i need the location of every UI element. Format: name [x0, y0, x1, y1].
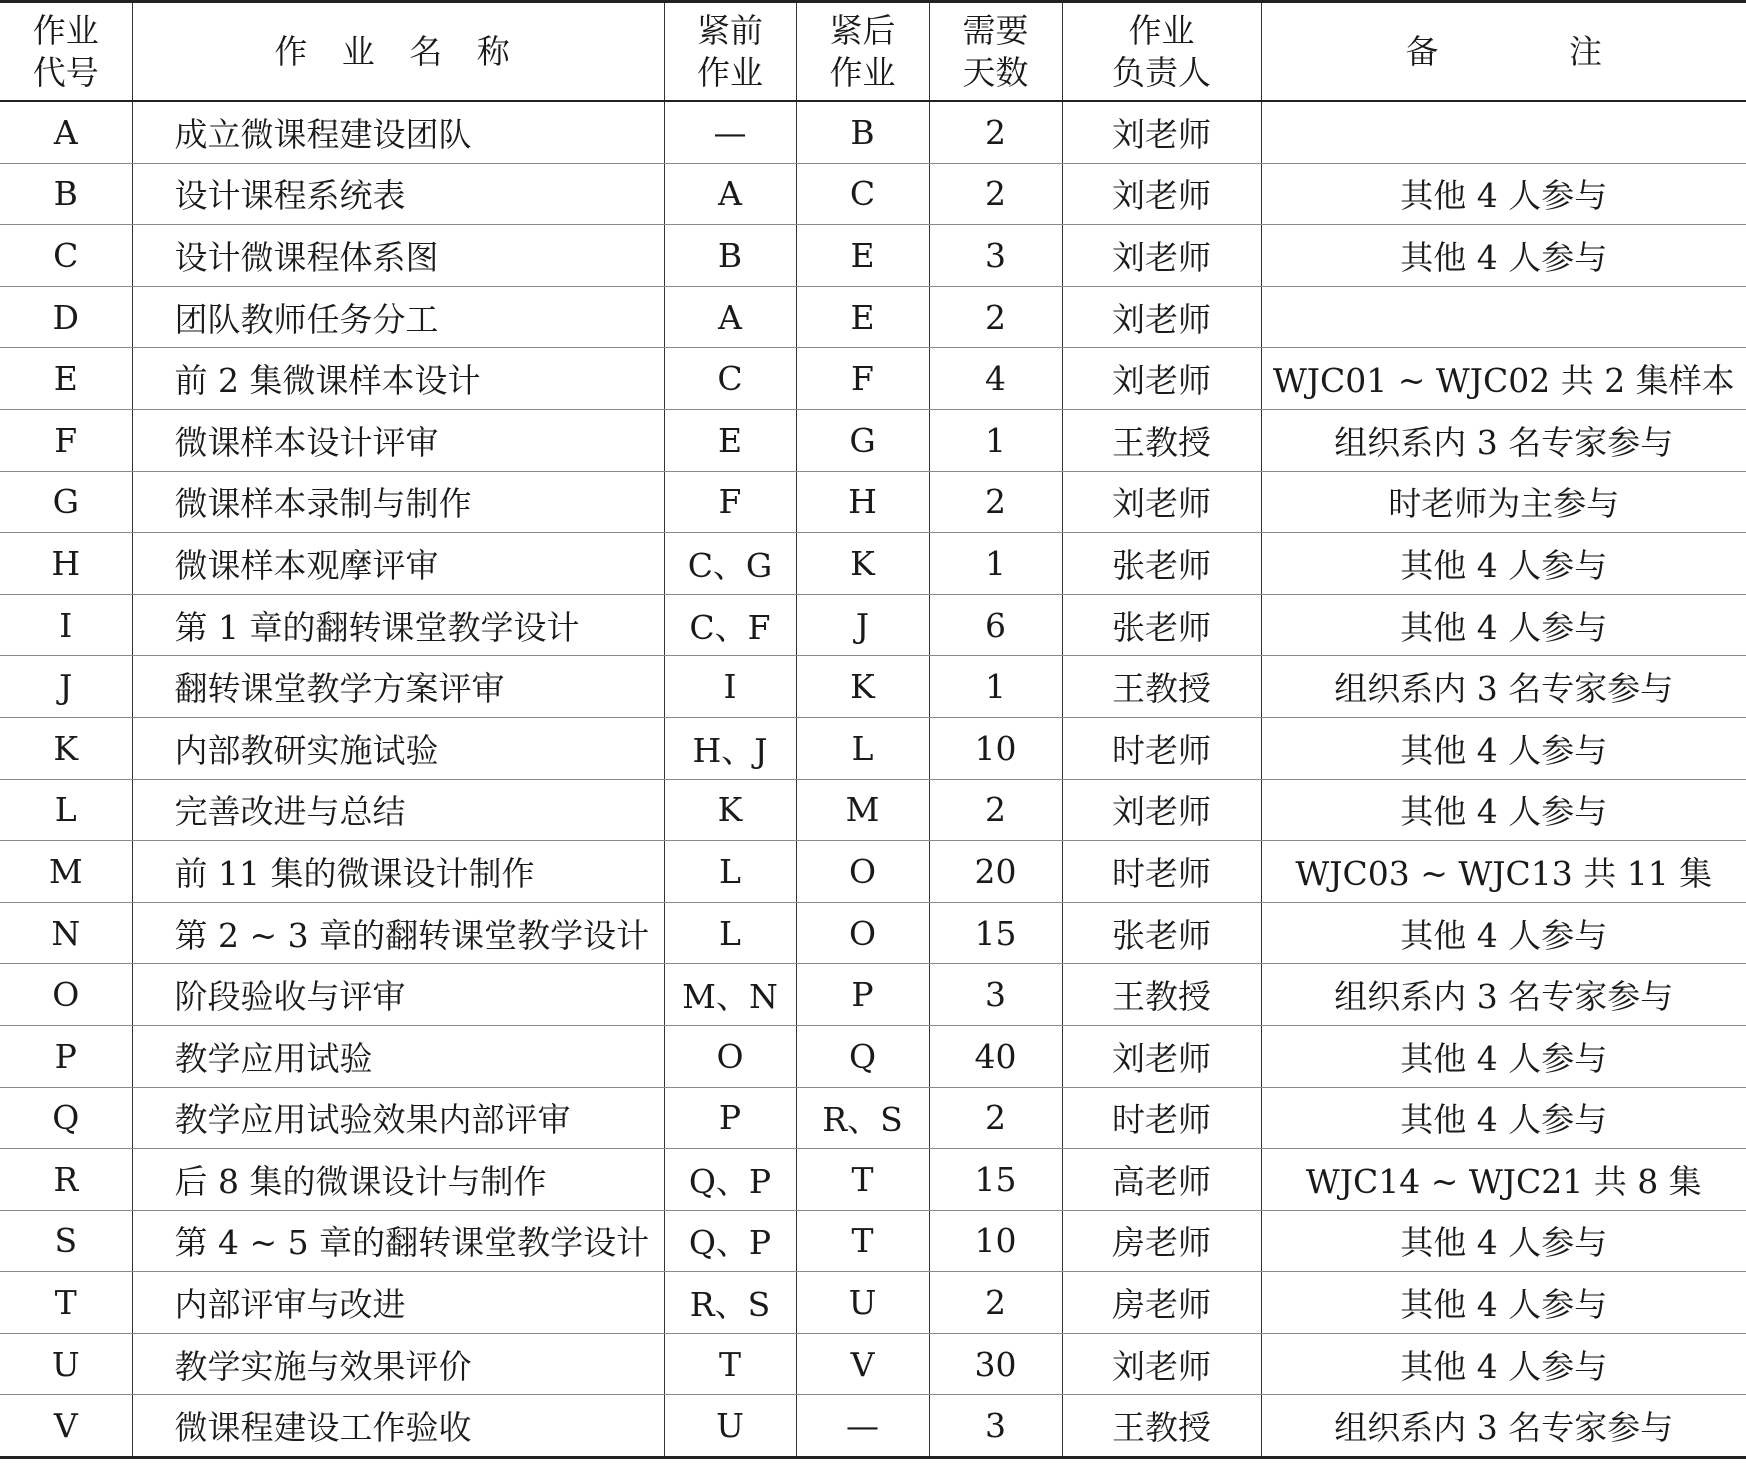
cell-owner: 房老师: [1062, 1210, 1261, 1272]
header-note: 备 注: [1261, 2, 1746, 102]
table-row: [0, 1333, 1746, 1395]
table-row: [0, 594, 1746, 656]
cell-code: L: [0, 779, 132, 841]
cell-note: 其他 4 人参与: [1261, 594, 1746, 656]
cell-name: 成立微课程建设团队: [132, 101, 664, 163]
header-code: 作业 代号: [0, 2, 132, 102]
cell-code: C: [0, 225, 132, 287]
cell-name: 阶段验收与评审: [132, 964, 664, 1026]
cell-note: 其他 4 人参与: [1261, 533, 1746, 595]
cell-owner: 刘老师: [1062, 225, 1261, 287]
cell-name: 教学应用试验效果内部评审: [132, 1087, 664, 1149]
cell-predecessor: R、S: [664, 1272, 796, 1334]
cell-owner: 刘老师: [1062, 471, 1261, 533]
header-pred: 紧前 作业: [664, 2, 796, 102]
cell-note: WJC03 ~ WJC13 共 11 集: [1261, 841, 1746, 903]
cell-successor: —: [796, 1395, 929, 1458]
cell-successor: V: [796, 1333, 929, 1395]
cell-successor: T: [796, 1149, 929, 1211]
cell-successor: M: [796, 779, 929, 841]
cell-note: 时老师为主参与: [1261, 471, 1746, 533]
table-row: [0, 656, 1746, 718]
cell-days: 2: [929, 163, 1062, 225]
cell-days: 3: [929, 225, 1062, 287]
cell-days: 3: [929, 964, 1062, 1026]
header-days: 需要 天数: [929, 2, 1062, 102]
cell-days: 2: [929, 779, 1062, 841]
cell-successor: E: [796, 286, 929, 348]
cell-name: 前 11 集的微课设计制作: [132, 841, 664, 903]
cell-note: 其他 4 人参与: [1261, 1025, 1746, 1087]
cell-note: 其他 4 人参与: [1261, 1333, 1746, 1395]
cell-predecessor: Q、P: [664, 1210, 796, 1272]
cell-name: 翻转课堂教学方案评审: [132, 656, 664, 718]
cell-days: 2: [929, 1087, 1062, 1149]
table-row: [0, 841, 1746, 903]
cell-owner: 王教授: [1062, 656, 1261, 718]
cell-days: 10: [929, 1210, 1062, 1272]
cell-owner: 刘老师: [1062, 101, 1261, 163]
cell-note: 其他 4 人参与: [1261, 1087, 1746, 1149]
cell-owner: 王教授: [1062, 409, 1261, 471]
cell-note: [1261, 101, 1746, 163]
cell-owner: 刘老师: [1062, 1025, 1261, 1087]
cell-note: 其他 4 人参与: [1261, 779, 1746, 841]
cell-note: 其他 4 人参与: [1261, 717, 1746, 779]
cell-code: F: [0, 409, 132, 471]
cell-code: M: [0, 841, 132, 903]
cell-days: 2: [929, 1272, 1062, 1334]
cell-code: E: [0, 348, 132, 410]
cell-note: WJC14 ~ WJC21 共 8 集: [1261, 1149, 1746, 1211]
cell-code: B: [0, 163, 132, 225]
cell-predecessor: —: [664, 101, 796, 163]
table-row: [0, 1210, 1746, 1272]
cell-code: A: [0, 101, 132, 163]
cell-name: 教学实施与效果评价: [132, 1333, 664, 1395]
cell-code: N: [0, 902, 132, 964]
cell-predecessor: T: [664, 1333, 796, 1395]
cell-successor: K: [796, 533, 929, 595]
cell-code: O: [0, 964, 132, 1026]
cell-successor: L: [796, 717, 929, 779]
cell-name: 微课样本观摩评审: [132, 533, 664, 595]
cell-name: 设计微课程体系图: [132, 225, 664, 287]
cell-days: 2: [929, 471, 1062, 533]
cell-note: 其他 4 人参与: [1261, 163, 1746, 225]
cell-name: 微课程建设工作验收: [132, 1395, 664, 1458]
cell-name: 前 2 集微课样本设计: [132, 348, 664, 410]
cell-code: U: [0, 1333, 132, 1395]
cell-name: 第 2 ~ 3 章的翻转课堂教学设计: [132, 902, 664, 964]
cell-code: H: [0, 533, 132, 595]
header-owner: 作业 负责人: [1062, 2, 1261, 102]
header-row: [0, 2, 1746, 102]
cell-predecessor: E: [664, 409, 796, 471]
cell-owner: 张老师: [1062, 533, 1261, 595]
cell-owner: 刘老师: [1062, 286, 1261, 348]
cell-name: 微课样本设计评审: [132, 409, 664, 471]
cell-days: 30: [929, 1333, 1062, 1395]
cell-successor: J: [796, 594, 929, 656]
cell-note: 其他 4 人参与: [1261, 225, 1746, 287]
table-row: [0, 533, 1746, 595]
cell-owner: 张老师: [1062, 902, 1261, 964]
cell-code: V: [0, 1395, 132, 1458]
table-row: [0, 163, 1746, 225]
cell-successor: E: [796, 225, 929, 287]
cell-note: [1261, 286, 1746, 348]
cell-code: R: [0, 1149, 132, 1211]
cell-predecessor: K: [664, 779, 796, 841]
cell-successor: P: [796, 964, 929, 1026]
cell-days: 15: [929, 902, 1062, 964]
table-row: [0, 1395, 1746, 1458]
cell-days: 3: [929, 1395, 1062, 1458]
cell-successor: G: [796, 409, 929, 471]
cell-code: K: [0, 717, 132, 779]
cell-owner: 王教授: [1062, 964, 1261, 1026]
cell-predecessor: C、F: [664, 594, 796, 656]
cell-days: 20: [929, 841, 1062, 903]
cell-note: 组织系内 3 名专家参与: [1261, 964, 1746, 1026]
cell-name: 教学应用试验: [132, 1025, 664, 1087]
cell-code: Q: [0, 1087, 132, 1149]
cell-name: 完善改进与总结: [132, 779, 664, 841]
cell-predecessor: L: [664, 902, 796, 964]
cell-code: S: [0, 1210, 132, 1272]
cell-predecessor: B: [664, 225, 796, 287]
table-row: [0, 471, 1746, 533]
cell-note: 组织系内 3 名专家参与: [1261, 1395, 1746, 1458]
cell-owner: 王教授: [1062, 1395, 1261, 1458]
cell-name: 内部教研实施试验: [132, 717, 664, 779]
table-row: [0, 902, 1746, 964]
cell-name: 内部评审与改进: [132, 1272, 664, 1334]
cell-successor: K: [796, 656, 929, 718]
cell-note: 其他 4 人参与: [1261, 902, 1746, 964]
cell-name: 第 1 章的翻转课堂教学设计: [132, 594, 664, 656]
cell-days: 10: [929, 717, 1062, 779]
table-row: [0, 286, 1746, 348]
cell-code: D: [0, 286, 132, 348]
cell-note: WJC01 ~ WJC02 共 2 集样本: [1261, 348, 1746, 410]
cell-predecessor: P: [664, 1087, 796, 1149]
cell-successor: O: [796, 902, 929, 964]
cell-note: 其他 4 人参与: [1261, 1210, 1746, 1272]
cell-predecessor: C: [664, 348, 796, 410]
cell-successor: Q: [796, 1025, 929, 1087]
table-row: [0, 1272, 1746, 1334]
cell-successor: C: [796, 163, 929, 225]
cell-predecessor: H、J: [664, 717, 796, 779]
cell-successor: H: [796, 471, 929, 533]
cell-predecessor: M、N: [664, 964, 796, 1026]
cell-owner: 时老师: [1062, 1087, 1261, 1149]
cell-code: P: [0, 1025, 132, 1087]
cell-days: 40: [929, 1025, 1062, 1087]
cell-predecessor: A: [664, 286, 796, 348]
table-row: [0, 409, 1746, 471]
cell-owner: 刘老师: [1062, 779, 1261, 841]
cell-owner: 刘老师: [1062, 1333, 1261, 1395]
cell-successor: T: [796, 1210, 929, 1272]
cell-note: 组织系内 3 名专家参与: [1261, 656, 1746, 718]
cell-owner: 高老师: [1062, 1149, 1261, 1211]
cell-note: 其他 4 人参与: [1261, 1272, 1746, 1334]
cell-successor: B: [796, 101, 929, 163]
cell-predecessor: F: [664, 471, 796, 533]
cell-owner: 时老师: [1062, 841, 1261, 903]
cell-predecessor: C、G: [664, 533, 796, 595]
cell-predecessor: Q、P: [664, 1149, 796, 1211]
cell-successor: F: [796, 348, 929, 410]
header-succ: 紧后 作业: [796, 2, 929, 102]
cell-days: 1: [929, 656, 1062, 718]
cell-days: 1: [929, 409, 1062, 471]
cell-successor: R、S: [796, 1087, 929, 1149]
table-row: [0, 348, 1746, 410]
cell-successor: U: [796, 1272, 929, 1334]
cell-days: 6: [929, 594, 1062, 656]
cell-owner: 刘老师: [1062, 348, 1261, 410]
table-row: [0, 1087, 1746, 1149]
cell-days: 2: [929, 101, 1062, 163]
cell-days: 2: [929, 286, 1062, 348]
table-row: [0, 101, 1746, 163]
cell-owner: 房老师: [1062, 1272, 1261, 1334]
table-row: [0, 1025, 1746, 1087]
cell-predecessor: I: [664, 656, 796, 718]
cell-owner: 张老师: [1062, 594, 1261, 656]
cell-days: 15: [929, 1149, 1062, 1211]
table-row: [0, 1149, 1746, 1211]
cell-successor: O: [796, 841, 929, 903]
cell-predecessor: A: [664, 163, 796, 225]
cell-owner: 刘老师: [1062, 163, 1261, 225]
cell-code: J: [0, 656, 132, 718]
cell-name: 微课样本录制与制作: [132, 471, 664, 533]
table-row: [0, 717, 1746, 779]
cell-name: 设计课程系统表: [132, 163, 664, 225]
cell-name: 第 4 ~ 5 章的翻转课堂教学设计: [132, 1210, 664, 1272]
cell-days: 4: [929, 348, 1062, 410]
table-row: [0, 964, 1746, 1026]
cell-days: 1: [929, 533, 1062, 595]
header-name: 作 业 名 称: [132, 2, 664, 102]
table-row: [0, 779, 1746, 841]
cell-name: 后 8 集的微课设计与制作: [132, 1149, 664, 1211]
cell-code: G: [0, 471, 132, 533]
cell-name: 团队教师任务分工: [132, 286, 664, 348]
cell-code: T: [0, 1272, 132, 1334]
cell-owner: 时老师: [1062, 717, 1261, 779]
cell-predecessor: L: [664, 841, 796, 903]
cell-predecessor: O: [664, 1025, 796, 1087]
cell-predecessor: U: [664, 1395, 796, 1458]
cell-code: I: [0, 594, 132, 656]
cell-note: 组织系内 3 名专家参与: [1261, 409, 1746, 471]
table-row: [0, 225, 1746, 287]
